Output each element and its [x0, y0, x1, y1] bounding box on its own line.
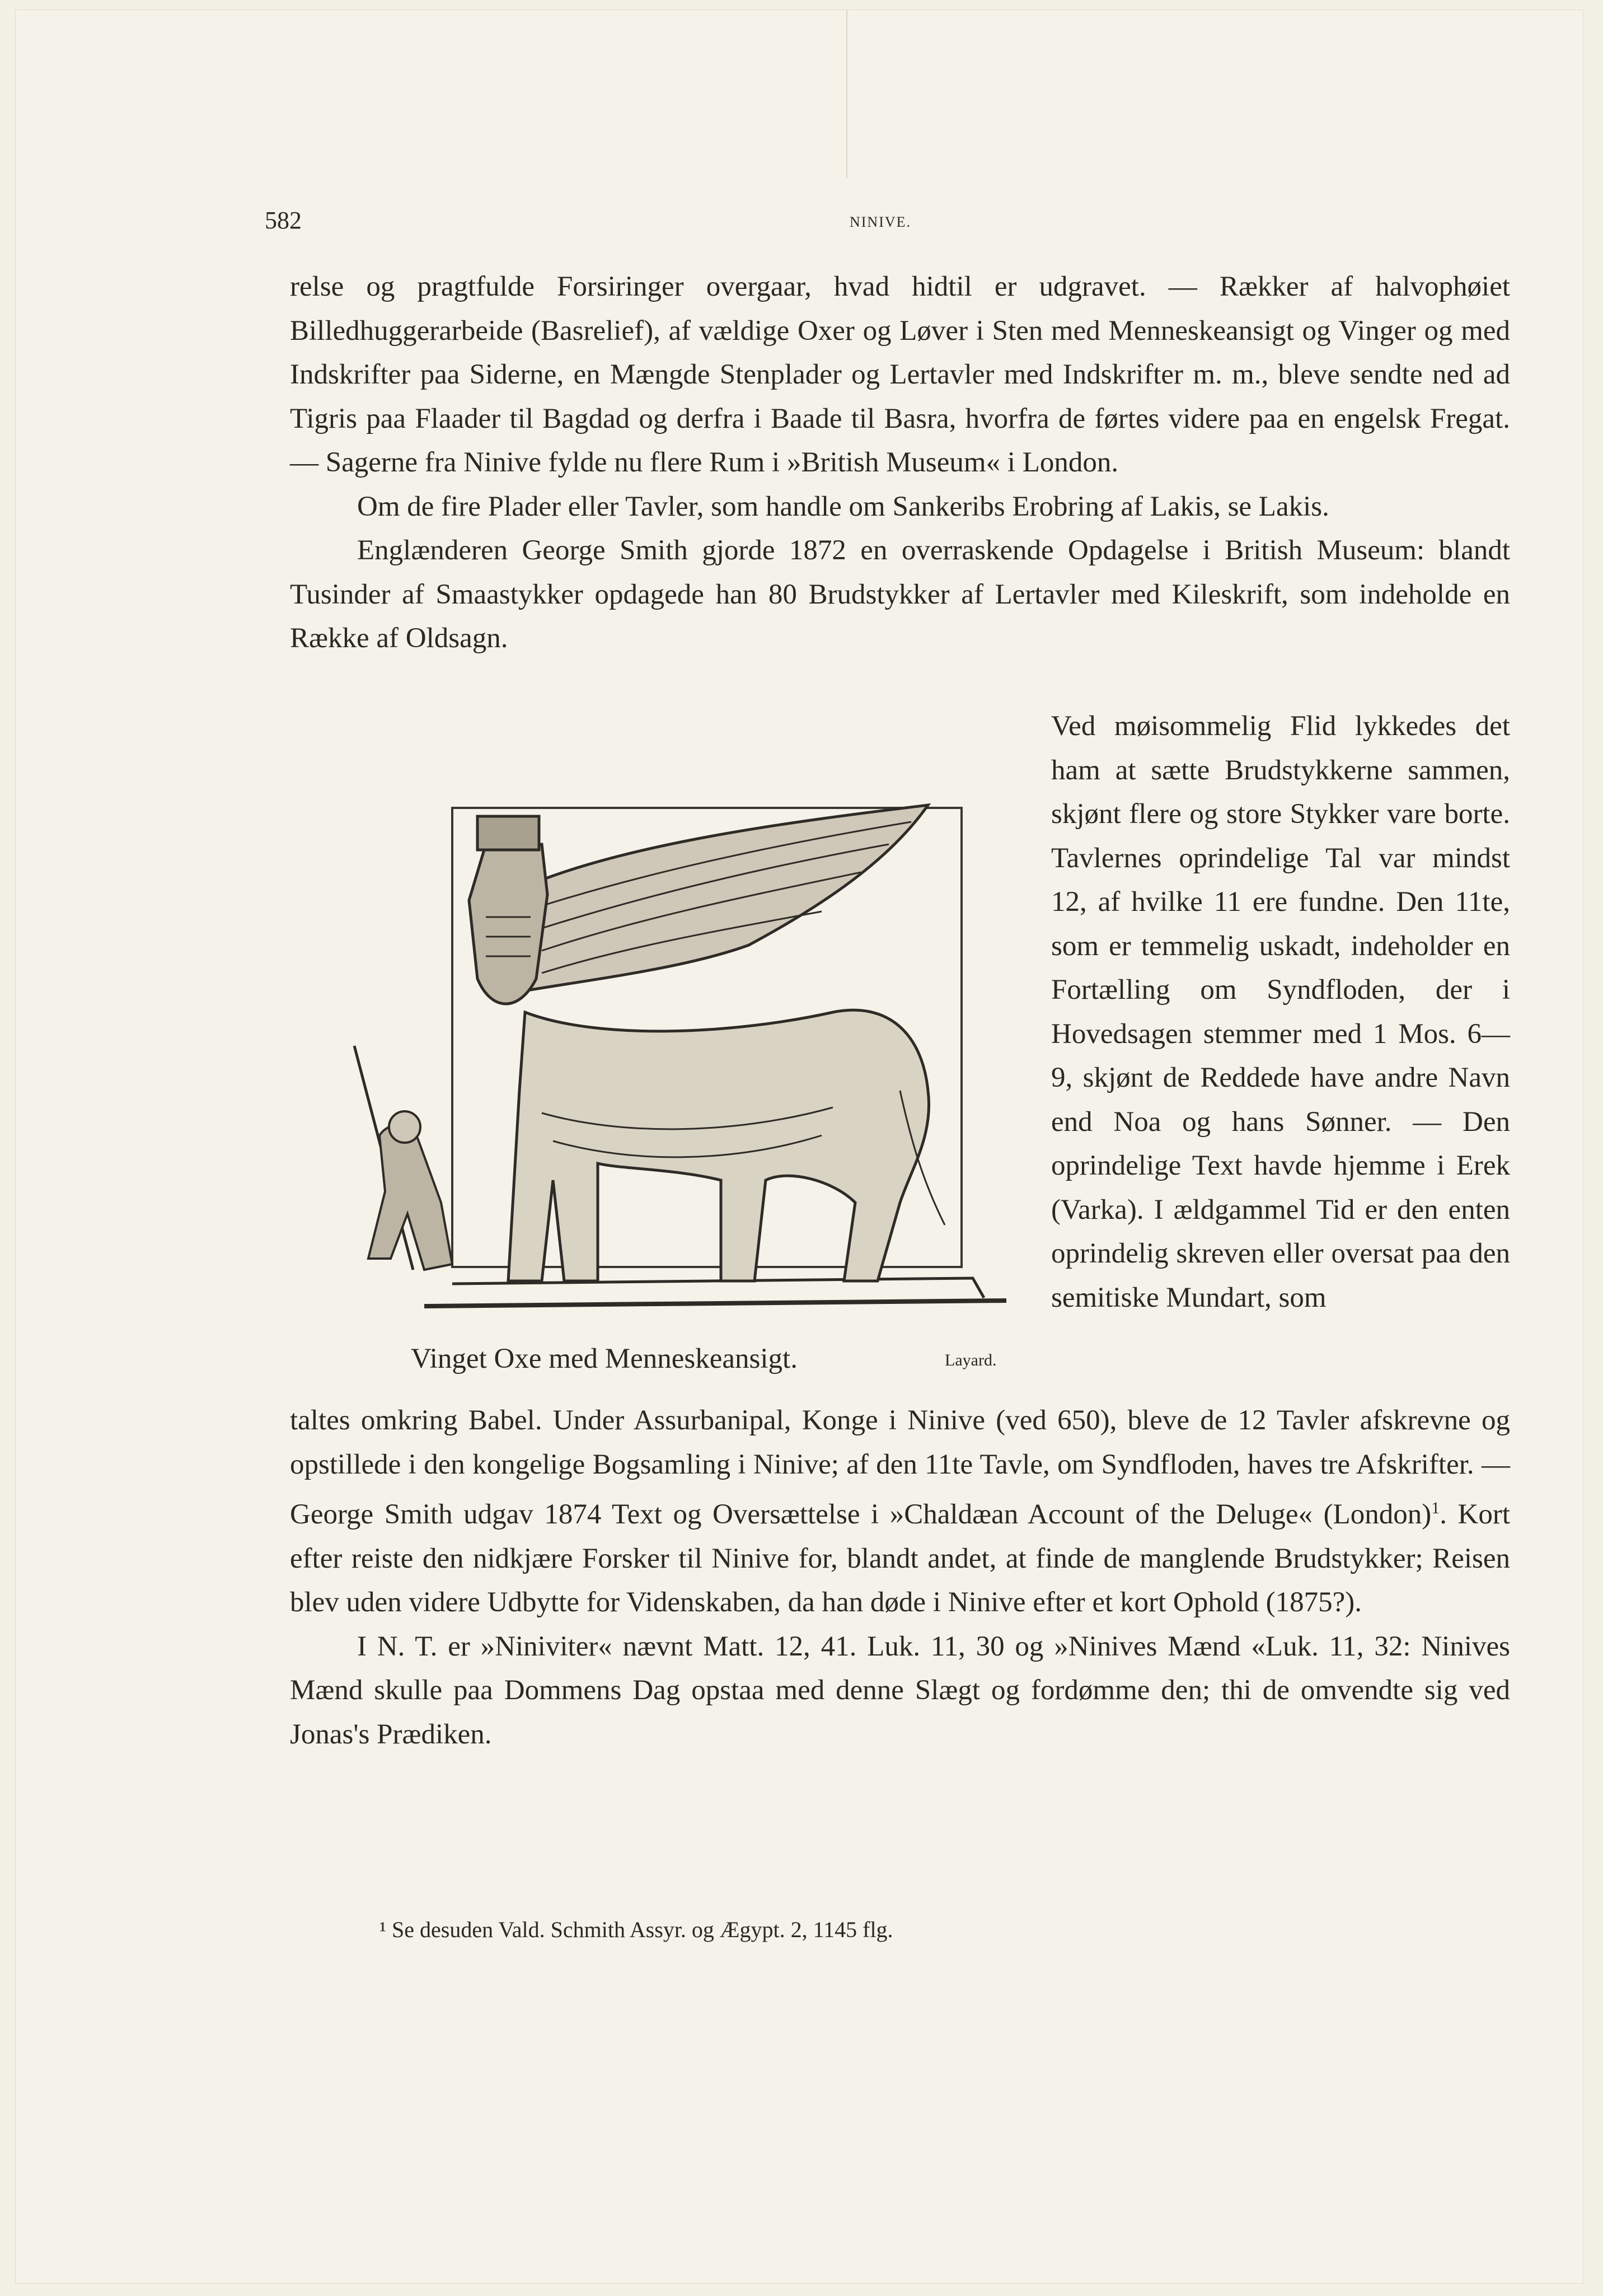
text-block-top — [290, 265, 1510, 661]
paragraph-4: I N. T. er »Niniviter« nævnt Matt. 12, 41. Luk. 11, 30 og »Ninives Mænd «Luk. 11, 32: Ninives Mænd skulle paa Dommens Dag opstaa med denne Slægt og fordømme den; thi de omvendte sig ved Jonas's Prædiken. — [290, 1630, 1510, 1750]
paragraph-2: Om de fire Plader eller Tavler, som handle om Sankeribs Erobring af Lakis, se Lakis. — [357, 490, 1329, 522]
figure-credit: Layard. — [945, 1351, 997, 1369]
paragraph-3-start: Englænderen George Smith gjorde 1872 en overraskende Opdagelse i British Museum: blandt Tusinder af Smaastykker opdagede han 80 Brudstykker af Lertavler med Kileskrift, som indeholde en Række af Oldsagn. — [290, 535, 1510, 654]
winged-bull-illustration — [284, 777, 1029, 1337]
fold-line — [846, 10, 847, 178]
paragraph-3-continued — [290, 1399, 1510, 1625]
running-head: NINIVE. — [850, 214, 912, 230]
footnote-marker: 1 — [1431, 1499, 1440, 1517]
page-number: 582 — [265, 207, 302, 234]
paragraph-3-end: . Kort efter reiste den nidkjære Forsker til Ninive for, blandt andet, at finde de manglende Brudstykker; Reisen blev uden videre Udbytte for Videnskaben, da han døde i Ninive efter et kort Ophold (1875?). — [290, 1499, 1510, 1618]
paragraph-1: relse og pragtfulde Forsiringer overgaar, hvad hidtil er udgravet. — Rækker af halvophøiet Billedhuggerarbeide (Basrelief), af vældige Oxer og Løver i Sten med Menneskeansigt og Vinger og med Indskrifter paa Siderne, en Mængde Stenplader og Lertavler med Indskrifter m. m., bleve sendte ned ad Tigris paa Flaader til Bagdad og derfra i Baade til Basra, hvorfra de førtes videre paa en engelsk Fregat. — Sagerne fra Ninive fylde nu flere Rum i »British Museum« i London. — [290, 271, 1510, 478]
figure-winged-bull — [284, 777, 1029, 1387]
page-header — [16, 206, 1583, 240]
book-page — [16, 10, 1583, 2283]
text-block-bottom — [290, 1399, 1510, 1756]
paragraph-3-cont-text: taltes omkring Babel. Under Assurbanipal, Konge i Ninive (ved 650), bleve de 12 Tavler afskrevne og opstillede i den kongelige Bogsamling i Ninive; af den 11te Tavle, om Syndfloden, haves tre Afskrifter. — George Smith udgav 1874 Text og Oversættelse i »Chaldæan Account of the Deluge« (London) — [290, 1405, 1510, 1530]
paragraph-3-wrap: Ved møisommelig Flid lykkedes det ham at sætte Brudstykkerne sammen, skjønt flere og store Stykker vare borte. Tavlernes oprindelige Tal var mindst 12, af hvilke 11 ere fundne. Den 11te, som er temmelig uskadt, indeholder en Fortælling om Syndfloden, der i Hovedsagen stemmer med 1 Mos. 6—9, skjønt de Reddede have andre Navn end Noa og hans Sønner. — Den oprindelige Text havde hjemme i Erek (Varka). I ældgammel Tid er den enten oprindelig skreven eller oversat paa den semitiske Mundart, som — [1051, 710, 1510, 1313]
text-wrap-column — [1051, 704, 1510, 1320]
figure-caption: Vinget Oxe med Menneskeansigt. — [411, 1343, 798, 1374]
footnote: ¹ Se desuden Vald. Schmith Assyr. og Ægypt. 2, 1145 flg. — [379, 1917, 893, 1942]
